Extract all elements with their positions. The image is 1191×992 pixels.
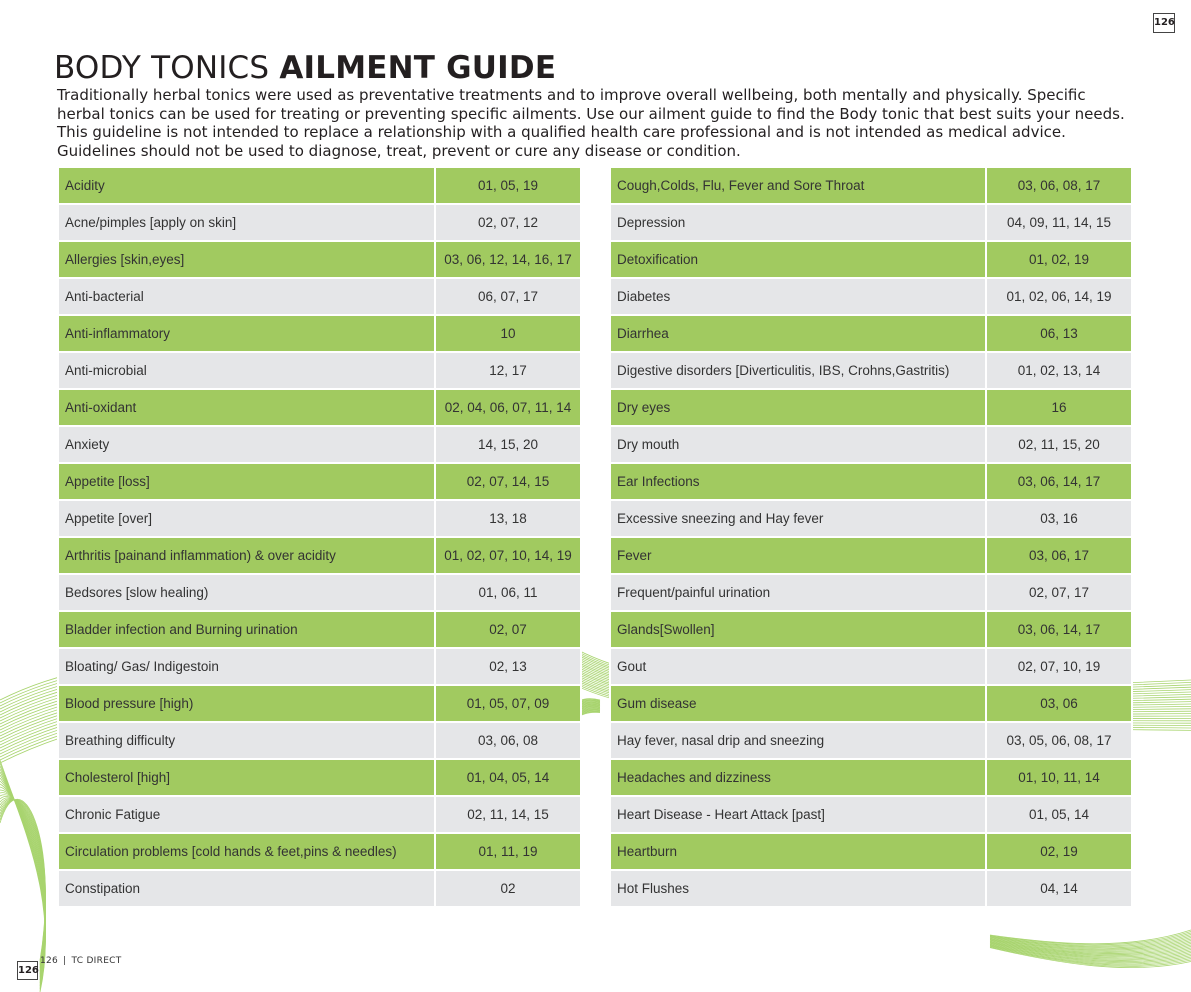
tonic-numbers: 01, 05, 07, 09 <box>435 685 581 722</box>
tonic-numbers: 03, 05, 06, 08, 17 <box>986 722 1132 759</box>
tonic-numbers: 02, 07, 17 <box>986 574 1132 611</box>
ailment-name: Dry eyes <box>610 389 986 426</box>
tonic-numbers: 01, 02, 13, 14 <box>986 352 1132 389</box>
tonic-numbers: 12, 17 <box>435 352 581 389</box>
ailment-name: Dry mouth <box>610 426 986 463</box>
table-row <box>610 315 1132 352</box>
tonic-numbers: 04, 14 <box>986 870 1132 907</box>
tonic-numbers: 03, 06, 08 <box>435 722 581 759</box>
ailment-name: Depression <box>610 204 986 241</box>
table-row <box>610 426 1132 463</box>
ailment-name: Constipation <box>58 870 435 907</box>
footer-publication: TC DIRECT <box>71 956 122 966</box>
ailment-name: Allergies [skin,eyes] <box>58 241 435 278</box>
table-row <box>610 574 1132 611</box>
ailment-name: Gout <box>610 648 986 685</box>
tonic-numbers: 02, 19 <box>986 833 1132 870</box>
table-row <box>58 463 581 500</box>
tonic-numbers: 16 <box>986 389 1132 426</box>
tonic-numbers: 02, 13 <box>435 648 581 685</box>
tonic-numbers: 01, 02, 07, 10, 14, 19 <box>435 537 581 574</box>
tonic-numbers: 01, 06, 11 <box>435 574 581 611</box>
tonic-numbers: 01, 02, 19 <box>986 241 1132 278</box>
table-row <box>610 204 1132 241</box>
ailment-name: Heartburn <box>610 833 986 870</box>
table-row <box>58 796 581 833</box>
page-title <box>54 50 556 86</box>
table-row <box>58 500 581 537</box>
ailment-table-left <box>57 166 582 908</box>
table-row <box>58 315 581 352</box>
ailment-name: Acne/pimples [apply on skin] <box>58 204 435 241</box>
ailment-name: Anti-bacterial <box>58 278 435 315</box>
ailment-name: Acidity <box>58 167 435 204</box>
tonic-numbers: 10 <box>435 315 581 352</box>
tonic-numbers: 02, 07, 14, 15 <box>435 463 581 500</box>
ailment-name: Hot Flushes <box>610 870 986 907</box>
table-row <box>610 648 1132 685</box>
tonic-numbers: 06, 13 <box>986 315 1132 352</box>
intro-paragraph: Traditionally herbal tonics were used as preventative treatments and to improve overall wellbeing, both mentally and physically. Specific herbal tonics can be used for treating or preventing specific ailments. Use our ailment guide to find the Body tonic that best suits your needs. This guideline is not intended to replace a relationship with a qualified health care professional and is not intended as medical advice. Guidelines should not be used to diagnose, treat, prevent or cure any disease or condition. <box>57 86 1125 160</box>
tonic-numbers: 03, 06 <box>986 685 1132 722</box>
ailment-name: Anxiety <box>58 426 435 463</box>
tonic-numbers: 03, 06, 12, 14, 16, 17 <box>435 241 581 278</box>
ailment-name: Diarrhea <box>610 315 986 352</box>
table-row <box>610 500 1132 537</box>
table-row <box>58 241 581 278</box>
table-row <box>58 685 581 722</box>
ailment-table-right <box>609 166 1133 908</box>
ailment-name: Chronic Fatigue <box>58 796 435 833</box>
ailment-name: Anti-microbial <box>58 352 435 389</box>
page-number-bottom: 126 <box>17 961 38 980</box>
ailment-name: Cough,Colds, Flu, Fever and Sore Throat <box>610 167 986 204</box>
tonic-numbers: 01, 02, 06, 14, 19 <box>986 278 1132 315</box>
ailment-name: Frequent/painful urination <box>610 574 986 611</box>
table-row <box>58 648 581 685</box>
table-row <box>610 611 1132 648</box>
tonic-numbers: 03, 06, 14, 17 <box>986 463 1132 500</box>
ailment-name: Digestive disorders [Diverticulitis, IBS, Crohns,Gastritis) <box>610 352 986 389</box>
table-row <box>58 352 581 389</box>
page-number-top: 126 <box>1153 13 1175 33</box>
tonic-numbers: 02, 04, 06, 07, 11, 14 <box>435 389 581 426</box>
ailment-name: Hay fever, nasal drip and sneezing <box>610 722 986 759</box>
ailment-name: Anti-inflammatory <box>58 315 435 352</box>
table-row <box>58 204 581 241</box>
tonic-numbers: 02, 07, 12 <box>435 204 581 241</box>
table-row <box>610 796 1132 833</box>
table-row <box>610 352 1132 389</box>
ailment-name: Bladder infection and Burning urination <box>58 611 435 648</box>
tonic-numbers: 01, 05, 19 <box>435 167 581 204</box>
title-bold: AILMENT GUIDE <box>279 50 557 86</box>
ailment-name: Excessive sneezing and Hay fever <box>610 500 986 537</box>
ailment-name: Cholesterol [high] <box>58 759 435 796</box>
table-row <box>58 574 581 611</box>
tonic-numbers: 03, 06, 08, 17 <box>986 167 1132 204</box>
tonic-numbers: 03, 16 <box>986 500 1132 537</box>
ailment-name: Fever <box>610 537 986 574</box>
title-light: BODY TONICS <box>54 50 280 86</box>
tonic-numbers: 01, 11, 19 <box>435 833 581 870</box>
tonic-numbers: 03, 06, 17 <box>986 537 1132 574</box>
ailment-name: Glands[Swollen] <box>610 611 986 648</box>
tonic-numbers: 04, 09, 11, 14, 15 <box>986 204 1132 241</box>
tonic-numbers: 02, 11, 14, 15 <box>435 796 581 833</box>
tonic-numbers: 02, 11, 15, 20 <box>986 426 1132 463</box>
table-row <box>610 389 1132 426</box>
tonic-numbers: 13, 18 <box>435 500 581 537</box>
table-row <box>58 278 581 315</box>
table-row <box>610 463 1132 500</box>
table-row <box>610 833 1132 870</box>
ailment-name: Circulation problems [cold hands & feet,pins & needles) <box>58 833 435 870</box>
ailment-name: Detoxification <box>610 241 986 278</box>
ailment-name: Headaches and dizziness <box>610 759 986 796</box>
ailment-name: Heart Disease - Heart Attack [past] <box>610 796 986 833</box>
table-row <box>610 241 1132 278</box>
table-row <box>58 870 581 907</box>
ailment-name: Breathing difficulty <box>58 722 435 759</box>
table-row <box>610 537 1132 574</box>
tonic-numbers: 01, 04, 05, 14 <box>435 759 581 796</box>
footer-separator: | <box>63 956 67 966</box>
tonic-numbers: 03, 06, 14, 17 <box>986 611 1132 648</box>
table-row <box>58 389 581 426</box>
tonic-numbers: 06, 07, 17 <box>435 278 581 315</box>
tonic-numbers: 02 <box>435 870 581 907</box>
ailment-name: Blood pressure [high) <box>58 685 435 722</box>
table-row <box>58 426 581 463</box>
footer-page: 126 <box>40 956 59 966</box>
table-row <box>58 167 581 204</box>
table-row <box>58 833 581 870</box>
ailment-name: Bloating/ Gas/ Indigestoin <box>58 648 435 685</box>
tonic-numbers: 02, 07, 10, 19 <box>986 648 1132 685</box>
ailment-name: Gum disease <box>610 685 986 722</box>
table-row <box>610 685 1132 722</box>
tonic-numbers: 02, 07 <box>435 611 581 648</box>
ailment-name: Ear Infections <box>610 463 986 500</box>
table-row <box>58 611 581 648</box>
ailment-name: Appetite [loss] <box>58 463 435 500</box>
table-row <box>610 870 1132 907</box>
table-row <box>58 537 581 574</box>
table-row <box>58 722 581 759</box>
ailment-name: Bedsores [slow healing) <box>58 574 435 611</box>
ailment-name: Diabetes <box>610 278 986 315</box>
table-row <box>610 167 1132 204</box>
table-row <box>610 278 1132 315</box>
footer <box>40 956 122 966</box>
ailment-name: Arthritis [painand inflammation) & over acidity <box>58 537 435 574</box>
tonic-numbers: 01, 10, 11, 14 <box>986 759 1132 796</box>
table-row <box>610 759 1132 796</box>
tonic-numbers: 01, 05, 14 <box>986 796 1132 833</box>
table-row <box>610 722 1132 759</box>
tonic-numbers: 14, 15, 20 <box>435 426 581 463</box>
ailment-name: Anti-oxidant <box>58 389 435 426</box>
table-row <box>58 759 581 796</box>
ailment-name: Appetite [over] <box>58 500 435 537</box>
